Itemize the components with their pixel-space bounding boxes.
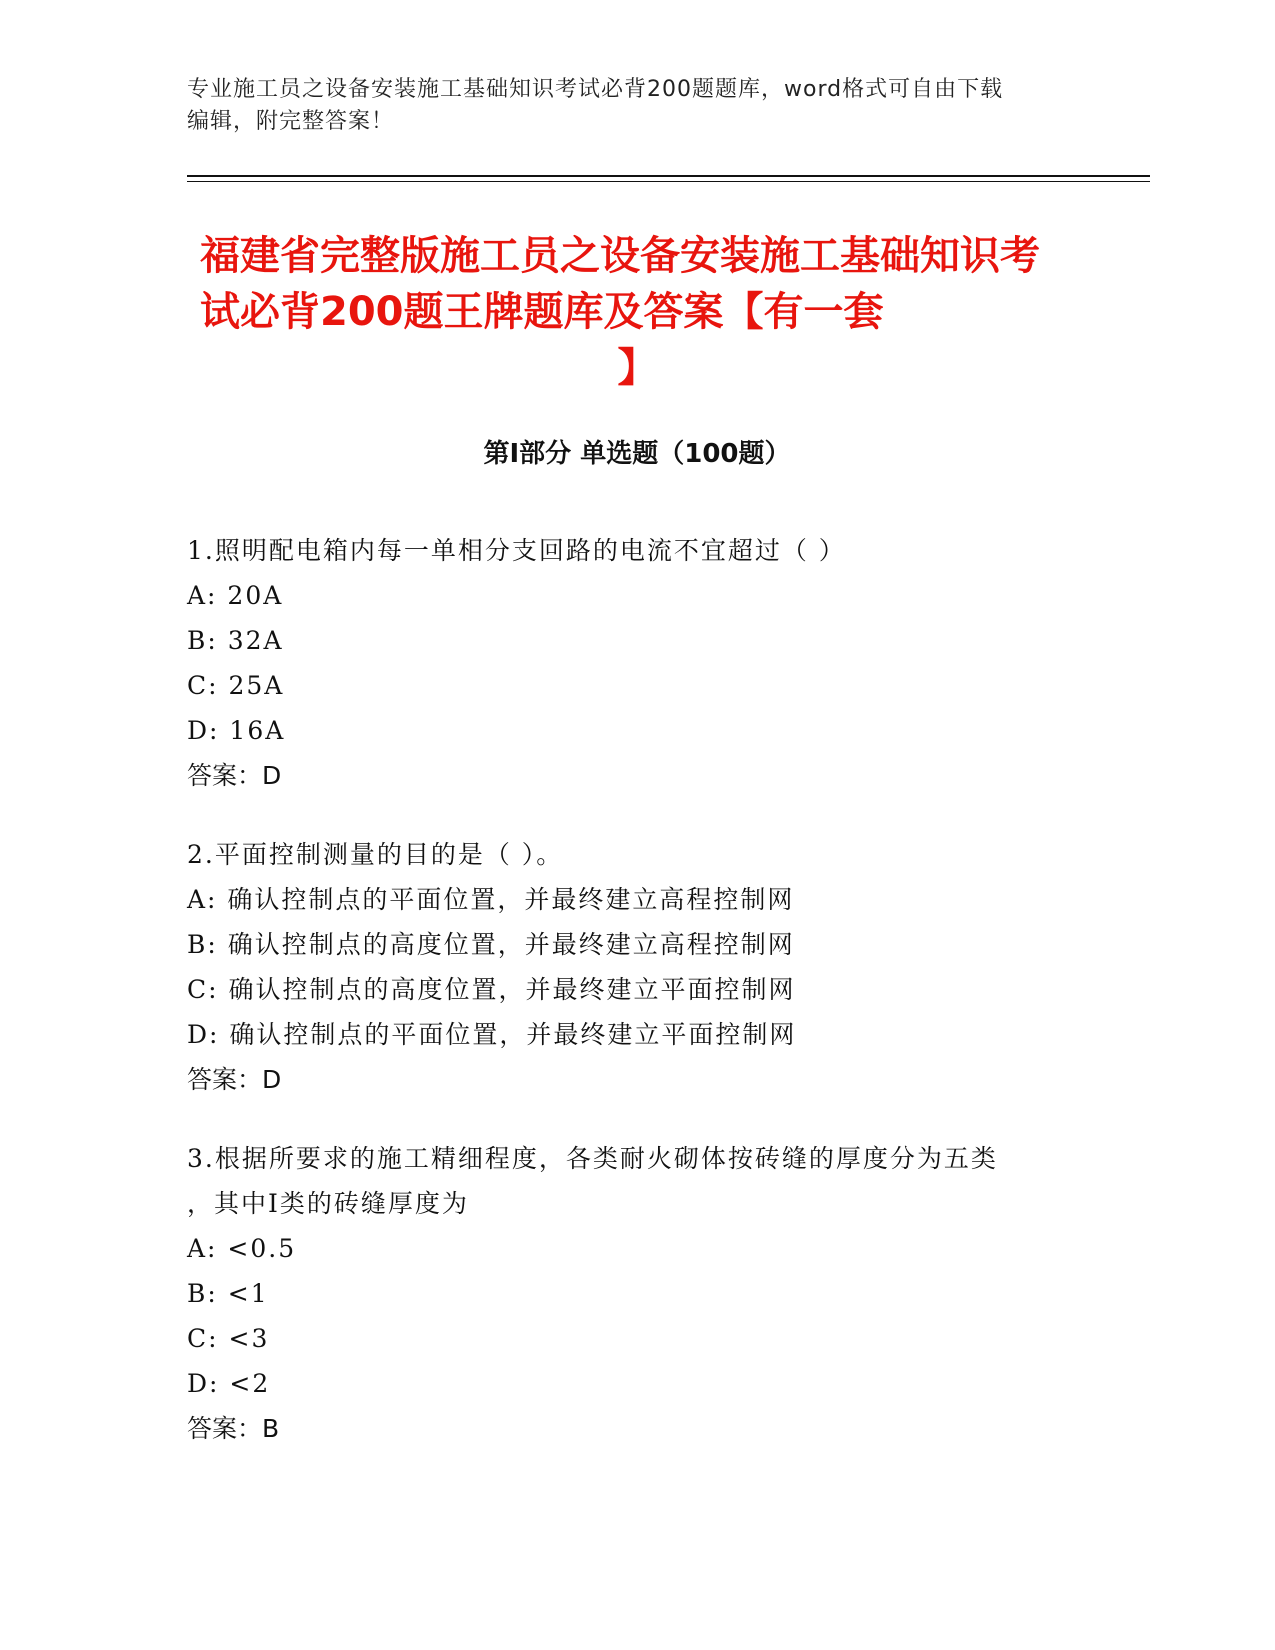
header-divider-thin — [187, 181, 1150, 182]
option-b: B: 32A — [187, 626, 284, 655]
answer-line: 答案：D — [187, 1065, 282, 1094]
answer-line: 答案：B — [187, 1414, 280, 1443]
header-divider-thick — [187, 175, 1150, 177]
option-c: C: 确认控制点的高度位置，并最终建立平面控制网 — [187, 975, 796, 1004]
question-list — [187, 528, 1087, 1485]
option-d: D: 16A — [187, 716, 286, 745]
option-c: C: <3 — [187, 1324, 270, 1353]
question-2 — [187, 832, 1087, 1102]
option-a: A: <0.5 — [187, 1234, 297, 1263]
document-title — [200, 228, 1075, 396]
header-note-line-2: 编辑，附完整答案！ — [187, 109, 395, 134]
option-d: D: <2 — [187, 1369, 271, 1398]
header-note-line-1: 专业施工员之设备安装施工基础知识考试必背200题题库，word格式可自由下载 — [187, 77, 1004, 102]
option-d: D: 确认控制点的平面位置，并最终建立平面控制网 — [187, 1020, 797, 1049]
question-1 — [187, 528, 1087, 798]
document-title-main: 福建省完整版施工员之设备安装施工基础知识考试必背200题王牌题库及答案【有一套 — [200, 233, 1040, 335]
option-c: C: 25A — [187, 671, 285, 700]
option-b: B: <1 — [187, 1279, 269, 1308]
question-stem: 2.平面控制测量的目的是（ ）。 — [187, 840, 564, 869]
option-a: A: 确认控制点的平面位置，并最终建立高程控制网 — [187, 885, 795, 914]
document-title-closing: 】 — [617, 345, 658, 391]
question-3 — [187, 1136, 1087, 1451]
question-stem-continued: ，其中I类的砖缝厚度为 — [187, 1189, 469, 1218]
option-a: A: 20A — [187, 581, 284, 610]
option-b: B: 确认控制点的高度位置，并最终建立高程控制网 — [187, 930, 795, 959]
section-title: 第I部分 单选题（100题） — [483, 439, 791, 469]
question-stem: 1.照明配电箱内每一单相分支回路的电流不宜超过（ ） — [187, 536, 846, 565]
answer-line: 答案：D — [187, 761, 282, 790]
question-stem: 3.根据所要求的施工精细程度，各类耐火砌体按砖缝的厚度分为五类 — [187, 1144, 998, 1173]
header-note — [187, 74, 1067, 138]
